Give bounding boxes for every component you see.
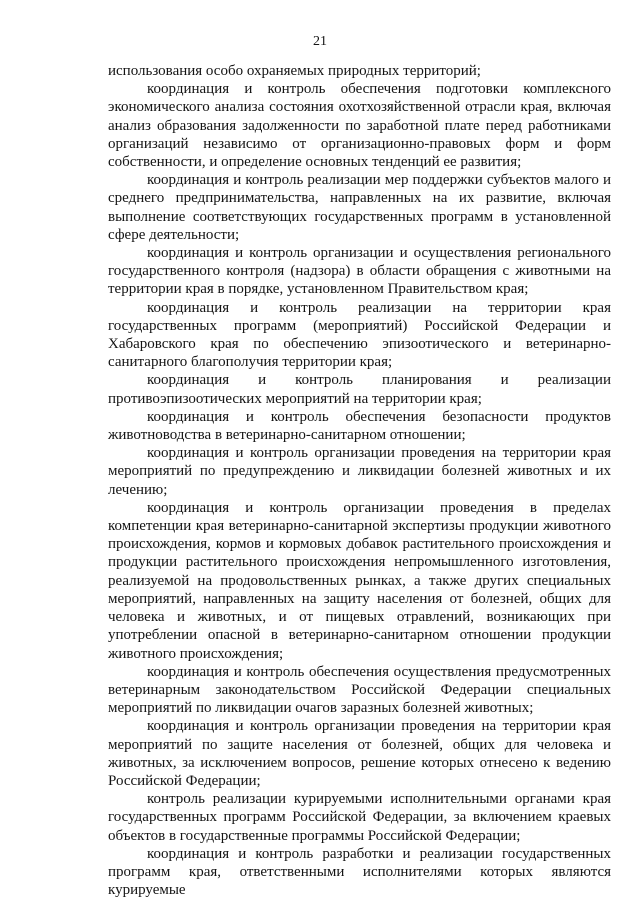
page-number: 21 — [313, 34, 327, 49]
paragraph: контроль реализации курируемыми исполнительными органами края государственных программ Российской Федерации, за включением краевых объектов в государственные программы Российской Федерации; — [108, 791, 611, 844]
paragraph: координация и контроль планирования и реализации противоэпизоотических мероприятий на территории края; — [108, 372, 611, 407]
paragraph: координация и контроль разработки и реализации государственных программ края, ответственными исполнителями которых являются курируемые — [108, 845, 611, 899]
paragraph: координация и контроль реализации мер поддержки субъектов малого и среднего предпринимательства, направленных на их развитие, включая выполнение соответствующих государственных программ в установленной сфере деятельности; — [108, 172, 611, 243]
paragraph: координация и контроль организации проведения на территории края мероприятий по защите населения от болезней, общих для человека и животных, за исключением вопросов, решение которых отнесено к ведению Российской Федерации; — [108, 718, 611, 789]
paragraph: координация и контроль обеспечения осуществления предусмотренных ветеринарным законодательством Российской Федерации специальных мероприятий по ликвидации очагов заразных болезней животных; — [108, 663, 611, 717]
paragraph: использования особо охраняемых природных территорий; — [108, 63, 481, 79]
paragraph: координация и контроль организации проведения в пределах компетенции края ветеринарно-санитарной экспертизы продукции животного происхождения, кормов и кормовых добавок растительного происхождения и продукции растительного происхождения непромышленного изготовления, реализуемой на продовольственных рынках, а также других специальных мероприятий, направленных на защиту населения от болезней, общих для человека и животных, и от пищевых отравлений, возникающих при употреблении опасной в ветеринарно-санитарном отношении продукции животного происхождения; — [108, 499, 611, 662]
paragraph: координация и контроль организации и осуществления регионального государственного контроля (надзора) в области обращения с животными на территории края в порядке, установленном Правительством края; — [108, 245, 611, 298]
paragraph: координация и контроль организации проведения на территории края мероприятий по предупреждению и ликвидации болезней животных и их лечению; — [108, 445, 611, 498]
paragraph: координация и контроль обеспечения подготовки комплексного экономического анализа состояния охотхозяйственной отрасли края, включая анализ образования задолженности по заработной плате перед работниками организаций независимо от организационно-правовых форм и форм собственности, и определение основных тенденций ее развития; — [108, 81, 611, 171]
document-body — [108, 62, 611, 899]
paragraph: координация и контроль реализации на территории края государственных программ (мероприятий) Российской Федерации и Хабаровского края по обеспечению эпизоотического и ветеринарно-санитарного благополучия территории края; — [108, 299, 611, 371]
paragraph: координация и контроль обеспечения безопасности продуктов животноводства в ветеринарно-санитарном отношении; — [108, 408, 611, 444]
